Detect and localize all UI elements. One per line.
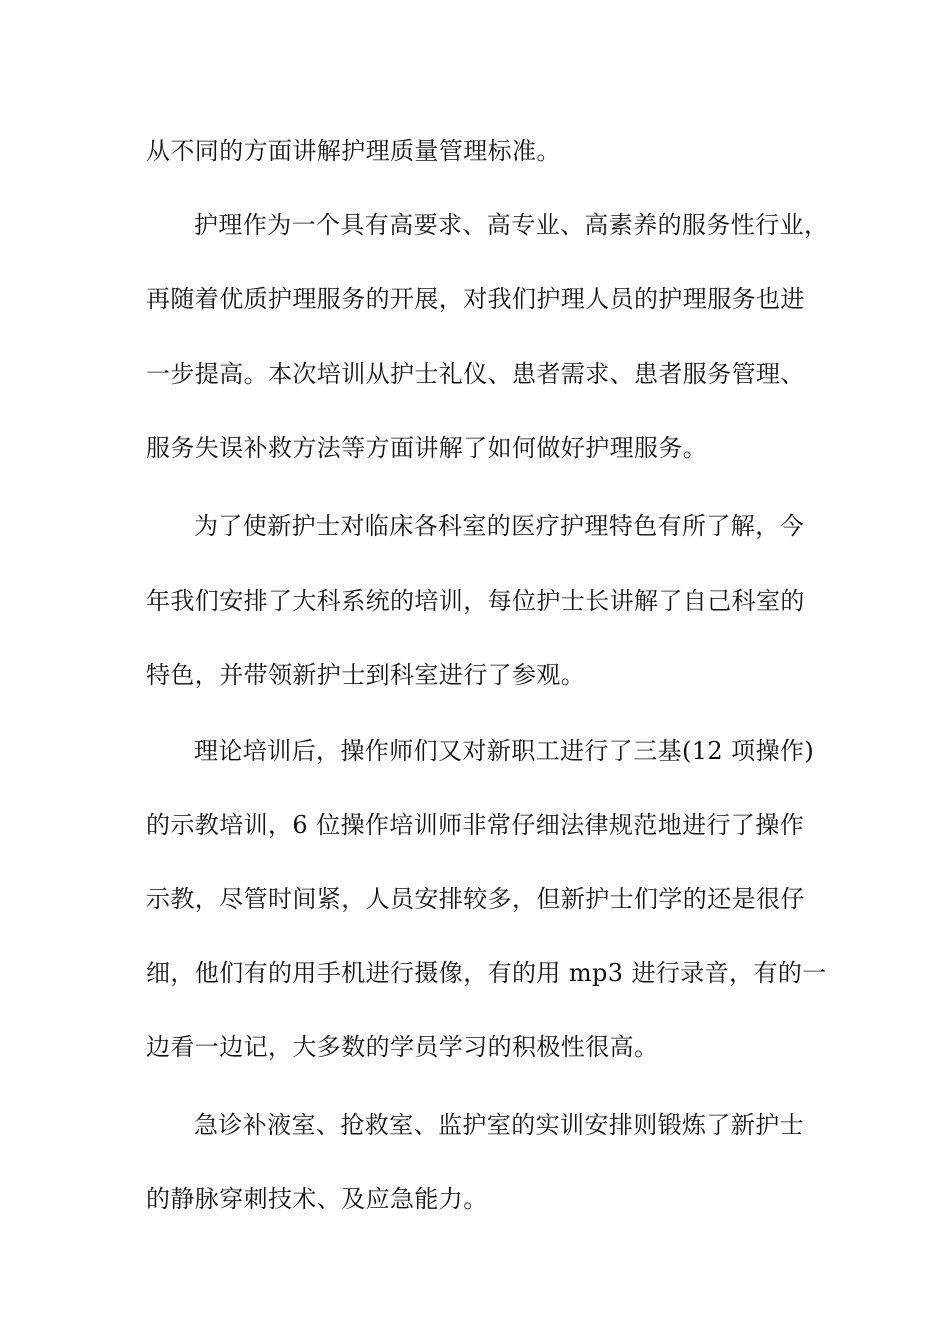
text-line-13: 边看一边记，大多数的学员学习的积极性很高。 <box>146 1033 659 1061</box>
text-line-3: 再随着优质护理服务的开展，对我们护理人员的护理服务也进 <box>146 285 805 313</box>
text-line-5: 服务失误补救方法等方面讲解了如何做好护理服务。 <box>146 434 708 462</box>
text-line-4: 一步提高。本次培训从护士礼仪、患者需求、患者服务管理、 <box>146 360 805 388</box>
text-line-12: 细，他们有的用手机进行摄像，有的用 mp3 进行录音，有的一 <box>146 959 827 987</box>
text-line-15: 的静脉穿刺技术、及应急能力。 <box>146 1185 488 1213</box>
text-line-1: 从不同的方面讲解护理质量管理标准。 <box>146 137 561 165</box>
text-line-6: 为了使新护士对临床各科室的医疗护理特色有所了解，今 <box>194 512 804 540</box>
text-line-2: 护理作为一个具有高要求、高专业、高素养的服务性行业， <box>194 211 829 239</box>
text-line-14: 急诊补液室、抢救室、监护室的实训安排则锻炼了新护士 <box>194 1111 804 1139</box>
text-line-8: 特色，并带领新护士到科室进行了参观。 <box>146 661 586 689</box>
text-line-11: 示教，尽管时间紧，人员安排较多，但新护士们学的还是很仔 <box>146 885 805 913</box>
text-line-10: 的示教培训，6 位操作培训师非常仔细法律规范地进行了操作 <box>146 811 805 839</box>
text-line-9: 理论培训后，操作师们又对新职工进行了三基(12 项操作) <box>194 737 815 765</box>
text-line-7: 年我们安排了大科系统的培训，每位护士长讲解了自己科室的 <box>146 587 805 615</box>
